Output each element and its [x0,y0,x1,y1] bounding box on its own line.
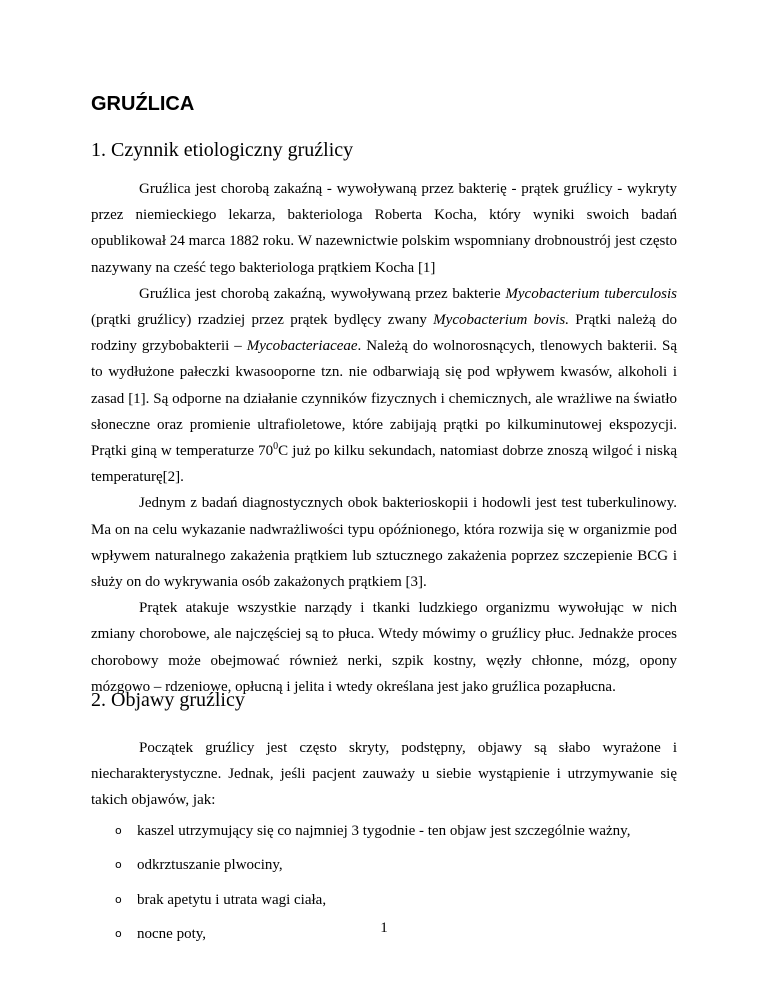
list-item [91,848,677,883]
italic-term: Mycobacterium tuberculosis [505,285,677,302]
paragraph: Prątek atakuje wszystkie narządy i tkanki ludzkiego organizmu wywołując w nich zmiany chorobowe, ale najczęściej są to płuca. Wtedy mówimy o gruźlicy płuc. Jednakże proces chorobowy może obejmować również nerki, szpik kostny, węzły chłonne, mózg, opony mózgowo – rdzeniowe, opłucną i jelita i wtedy określana jest jako gruźlica pozapłucna. [91,600,677,695]
list-item-text: odkrztuszanie plwociny, [137,857,283,874]
text-run: C już po kilku sekundach, natomiast dobrze znoszą wilgoć i niską temperaturę[2]. [91,443,677,486]
list-item-text: kaszel utrzymujący się co najmniej 3 tygodnie - ten objaw jest szczególnie ważny, [137,822,631,839]
superscript: 0 [273,441,279,453]
list-item [91,814,677,849]
text-run: (prątki gruźlicy) rzadziej przez prątek bydlęcy zwany [91,312,434,329]
list-item [91,883,677,918]
paragraph: Początek gruźlicy jest często skryty, podstępny, objawy są słabo wyrażone i niecharakterystyczne. Jednak, jeśli pacjent zauważy u siebie wystąpienie i utrzymywanie się takich objawów, jak: [91,740,677,809]
bullet-icon: o [115,858,122,872]
bullet-icon: o [115,892,122,906]
page-number: 1 [380,920,388,936]
text-run: . Należą do wolnorosnących, tlenowych bakterii. Są to wydłużone pałeczki kwasooporne tzn. nie odbarwiają się pod wpływem kwasów, alkoholi i zasad [1]. Są odporne na działanie czynników fizycznych i chemicznych, ale wrażliwe na światło słoneczne oraz promienie ultrafioletowe, które zabijają prątki po kilkuminutowej ekspozycji. Prątki giną w temperaturze 70 [91,338,677,460]
section-heading-etiology: 1. Czynnik etiologiczny gruźlicy [91,139,354,161]
list-item-text: nocne poty, [137,926,207,943]
text-run: Gruźlica jest chorobą zakaźną, wywoływaną przez bakterie [139,285,506,302]
bullet-icon: o [115,927,122,941]
paragraph: Jednym z badań diagnostycznych obok bakterioskopii i hodowli jest test tuberkulinowy. Ma on na celu wykazanie nadwrażliwości typu opóźnionego, która rozwija się w organizmie pod wpływem naturalnego zakażenia prątkiem lub sztucznego zakażenia poprzez szczepienie BCG i służy on do wykrywania osób zakażonych prątkiem [3]. [91,495,677,591]
section-body-etiology [91,176,677,700]
paragraph: Gruźlica jest chorobą zakaźną - wywoływaną przez bakterię - prątek gruźlicy - wykryty przez niemieckiego lekarza, bakteriologa Roberta Kocha, który wyniki swoich badań opublikował 24 marca 1882 roku. W nazewnictwie polskim wspomniany drobnoustrój jest często nazywany na cześć tego bakteriologa prątkiem Kocha [1] [91,181,677,276]
document-title: GRUŹLICA [91,93,195,115]
text-run: Prątki należą do rodziny grzybobakterii – [91,312,678,355]
italic-term: Mycobacterium bovis. [433,312,570,329]
bullet-icon: o [115,823,122,837]
paragraph [91,281,677,491]
list-item-text: brak apetytu i utrata wagi ciała, [137,891,327,908]
italic-term: Mycobacteriaceae [246,338,358,355]
section-heading-symptoms: 2. Objawy gruźlicy [91,689,245,711]
